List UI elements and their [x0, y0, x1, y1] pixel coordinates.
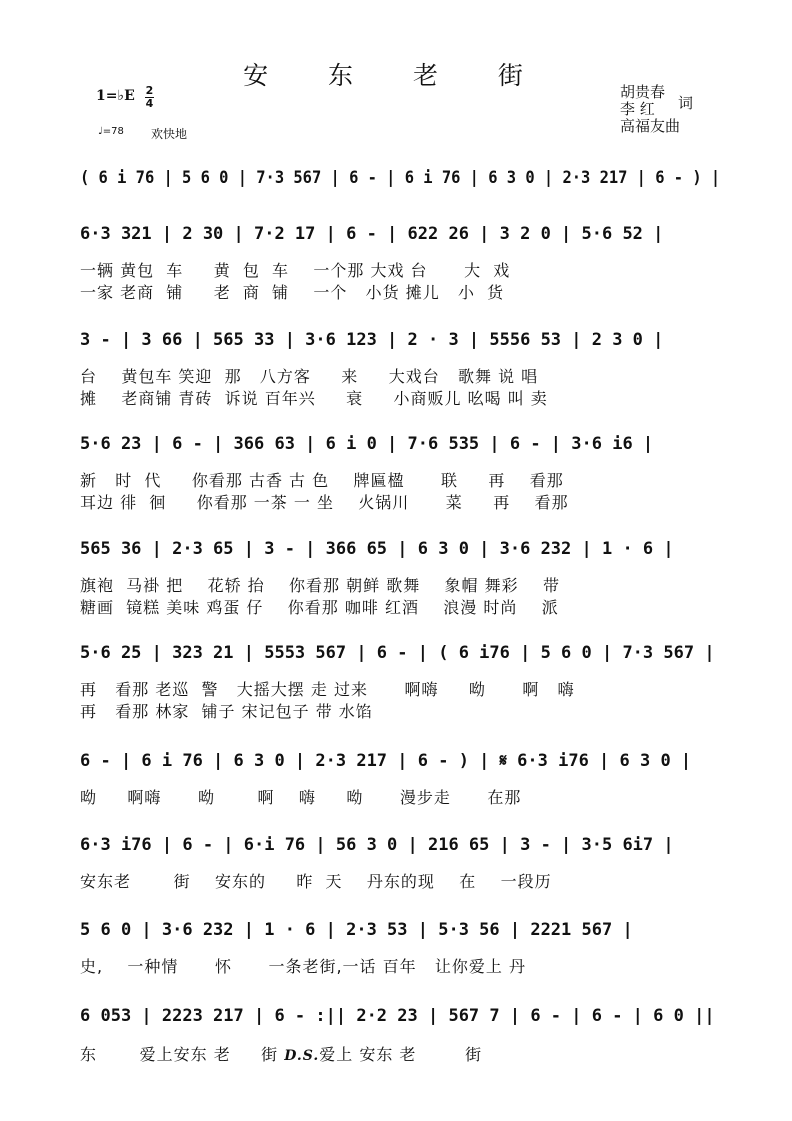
notation-line: ( 6 i 76 | 5 6 0 | 7·3 567 | 6 - | 6 i 76 | 6 3 0 | 2·3 217 | 6 - ) | — [80, 168, 721, 188]
notation-line: 5·6 25 | 323 21 | 5553 567 | 6 - | ( 6 i76 | 5 6 0 | 7·3 567 | — [80, 643, 715, 663]
credits — [620, 83, 694, 135]
notation-line: 3 - | 3 66 | 565 33 | 3·6 123 | 2 · 3 | 5556 53 | 2 3 0 | — [80, 330, 664, 350]
time-signature-top: 2 — [145, 84, 154, 97]
lyric-line-1: 安东老 街 安东的 昨 天 丹东的现 在 一段历 — [80, 872, 552, 891]
staff-row-6 — [80, 641, 720, 723]
staff-row-4 — [80, 432, 720, 514]
staff-row-7 — [80, 749, 720, 809]
song-title: 安 东 老 街 — [243, 61, 549, 90]
lyricist-2: 李 红 — [620, 100, 655, 118]
staff-row-1 — [80, 166, 720, 190]
notation-line: 5 6 0 | 3·6 232 | 1 · 6 | 2·3 53 | 5·3 56 | 2221 567 | — [80, 920, 633, 940]
lyric-line-1: 史, 一种情 怀 一条老街,一话 百年 让你爱上 丹 — [80, 957, 526, 976]
staff-row-8 — [80, 833, 720, 893]
lyric-line-2: 糖画 镜糕 美味 鸡蛋 仔 你看那 咖啡 红酒 浪漫 时尚 派 — [80, 598, 559, 617]
key-signature: 1=♭E — [96, 88, 135, 104]
dal-segno-marking: D.S. — [284, 1048, 320, 1064]
lyric-line-1: 新 时 代 你看那 古香 古 色 牌匾楹 联 再 看那 — [80, 471, 564, 490]
lyric-line-1: 再 看那 老巡 警 大摇大摆 走 过来 啊嗨 呦 啊 嗨 — [80, 680, 575, 699]
notation-line: 5·6 23 | 6 - | 366 63 | 6 i 0 | 7·6 535 | 6 - | 3·6 i6 | — [80, 434, 654, 454]
lyric-line-1: 呦 啊嗨 呦 啊 嗨 呦 漫步走 在那 — [80, 788, 522, 807]
lyricist-1: 胡贵春 — [620, 83, 666, 101]
notation-line: 6·3 321 | 2 30 | 7·2 17 | 6 - | 622 26 | 3 2 0 | 5·6 52 | — [80, 224, 664, 244]
notation-line: 565 36 | 2·3 65 | 3 - | 366 65 | 6 3 0 | 3·6 232 | 1 · 6 | — [80, 539, 674, 559]
lyric-line-2: 耳边 徘 徊 你看那 一茶 一 坐 火锅川 菜 再 看那 — [80, 493, 569, 512]
staff-row-10 — [80, 1004, 720, 1066]
lyric-line-2: 摊 老商铺 青砖 诉说 百年兴 衰 小商贩儿 吆喝 叫 卖 — [80, 389, 548, 408]
lyric-line-1: 一辆 黄包 车 黄 包 车 一个那 大戏 台 大 戏 — [80, 261, 511, 280]
staff-row-5 — [80, 537, 720, 619]
lyric-line-1: 台 黄包车 笑迎 那 八方客 来 大戏台 歌舞 说 唱 — [80, 367, 539, 386]
lyric-segment-1: 东 爱上安东 老 街 — [80, 1045, 285, 1064]
staff-row-3 — [80, 328, 720, 410]
notation-line: 6·3 i76 | 6 - | 6·i 76 | 56 3 0 | 216 65 | 3 - | 3·5 6i7 | — [80, 835, 674, 855]
staff-row-9 — [80, 918, 720, 978]
tempo-marking: ♩=78 — [98, 126, 124, 137]
time-signature — [145, 86, 154, 109]
notation-line: 6 053 | 2223 217 | 6 - :|| 2·2 23 | 567 7 | 6 - | 6 - | 6 0 || — [80, 1006, 715, 1026]
lyric-line-1: 旗袍 马褂 把 花轿 抬 你看那 朝鲜 歌舞 象帽 舞彩 带 — [80, 576, 560, 595]
staff-row-2 — [80, 222, 720, 304]
expression-marking: 欢快地 — [151, 127, 188, 141]
composer: 高福友曲 — [620, 117, 681, 135]
lyric-segment-2: 爱上 安东 老 街 — [319, 1045, 483, 1064]
lyric-line-2: 一家 老商 铺 老 商 铺 一个 小货 摊儿 小 货 — [80, 283, 505, 302]
notation-line: 6 - | 6 i 76 | 6 3 0 | 2·3 217 | 6 - ) | 𝄋 6·3 i76 | 6 3 0 | — [80, 751, 692, 771]
lyricist-role: 词 — [678, 94, 694, 112]
time-signature-bottom: 4 — [145, 97, 154, 110]
lyric-line-2: 再 看那 林家 铺子 宋记包子 带 水馅 — [80, 702, 373, 721]
lyric-line-1 — [80, 1044, 720, 1066]
